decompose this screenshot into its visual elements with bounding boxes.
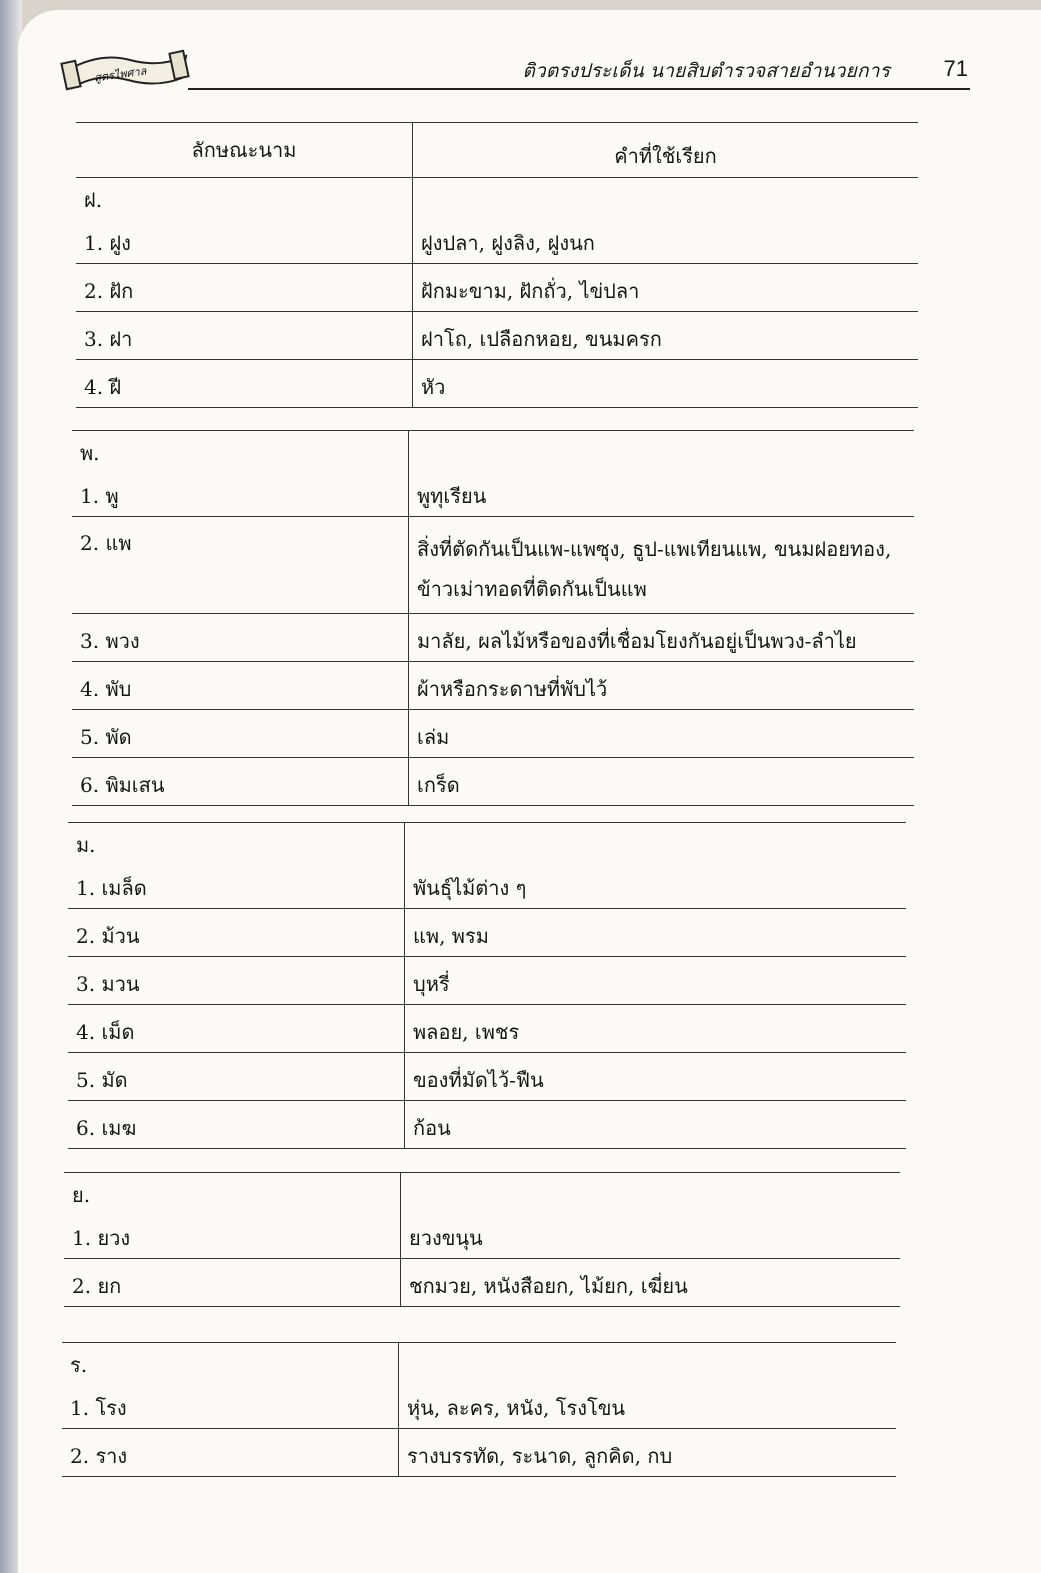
column-header-usage: คำที่ใช้เรียก bbox=[413, 123, 919, 178]
table-row bbox=[76, 216, 918, 264]
classifier-term: 5. พัด bbox=[72, 710, 409, 758]
table-section-mo bbox=[68, 822, 906, 1149]
table-row bbox=[68, 957, 906, 1005]
classifier-usage: หัว bbox=[413, 360, 919, 408]
group-letter: ย. bbox=[64, 1173, 401, 1212]
classifier-term: 6. เมฆ bbox=[68, 1101, 405, 1149]
classifier-term: 1. โรง bbox=[62, 1381, 399, 1429]
classifier-usage: แพ, พรม bbox=[405, 909, 907, 957]
group-header-row bbox=[62, 1343, 896, 1382]
table-row bbox=[72, 517, 914, 614]
classifier-table bbox=[76, 122, 918, 408]
table-row bbox=[72, 614, 914, 662]
table-row bbox=[68, 1101, 906, 1149]
group-header-row bbox=[68, 823, 906, 862]
classifier-usage: เกร็ด bbox=[409, 758, 915, 806]
classifier-table bbox=[72, 430, 914, 806]
classifier-table bbox=[68, 822, 906, 1149]
table-row bbox=[62, 1429, 896, 1477]
classifier-term: 2. ยก bbox=[64, 1259, 401, 1307]
classifier-term: 3. พวง bbox=[72, 614, 409, 662]
classifier-usage: มาลัย, ผลไม้หรือของที่เชื่อมโยงกันอยู่เป็นพวง-ลำไย bbox=[409, 614, 915, 662]
classifier-term: 4. ฝี bbox=[76, 360, 413, 408]
classifier-term: 4. พับ bbox=[72, 662, 409, 710]
classifier-usage: เล่ม bbox=[409, 710, 915, 758]
classifier-term: 2. แพ bbox=[72, 517, 409, 614]
group-letter: ร. bbox=[62, 1343, 399, 1382]
classifier-usage: ฝูงปลา, ฝูงลิง, ฝูงนก bbox=[413, 216, 919, 264]
table-row bbox=[76, 360, 918, 408]
classifier-table bbox=[62, 1342, 896, 1477]
table-row bbox=[68, 1053, 906, 1101]
table-row bbox=[76, 312, 918, 360]
classifier-usage: ก้อน bbox=[405, 1101, 907, 1149]
group-header-row bbox=[64, 1173, 900, 1212]
classifier-term: 5. มัด bbox=[68, 1053, 405, 1101]
table-row bbox=[72, 710, 914, 758]
classifier-usage: ของที่มัดไว้-ฟืน bbox=[405, 1053, 907, 1101]
group-header-row bbox=[72, 431, 914, 470]
table-row bbox=[72, 758, 914, 806]
svg-text:สูตรไพศาล: สูตรไพศาล bbox=[93, 64, 148, 85]
classifier-term: 3. มวน bbox=[68, 957, 405, 1005]
classifier-term: 6. พิมเสน bbox=[72, 758, 409, 806]
group-letter: พ. bbox=[72, 431, 409, 470]
classifier-term: 1. ยวง bbox=[64, 1211, 401, 1259]
classifier-term: 4. เม็ด bbox=[68, 1005, 405, 1053]
table-section-yo bbox=[64, 1172, 900, 1307]
classifier-table bbox=[64, 1172, 900, 1307]
table-row bbox=[68, 909, 906, 957]
page-number: 71 bbox=[943, 56, 968, 81]
classifier-usage: รางบรรทัด, ระนาด, ลูกคิด, กบ bbox=[399, 1429, 897, 1477]
classifier-usage: พูทุเรียน bbox=[409, 469, 915, 517]
classifier-term: 1. พู bbox=[72, 469, 409, 517]
table-row bbox=[68, 1005, 906, 1053]
classifier-usage: ชกมวย, หนังสือยก, ไม้ยก, เฆี่ยน bbox=[401, 1259, 901, 1307]
table-header-row bbox=[76, 123, 918, 178]
table-row bbox=[64, 1259, 900, 1307]
classifier-term: 2. ราง bbox=[62, 1429, 399, 1477]
table-row bbox=[64, 1211, 900, 1259]
classifier-usage: พลอย, เพชร bbox=[405, 1005, 907, 1053]
classifier-term: 1. เมล็ด bbox=[68, 861, 405, 909]
classifier-term: 2. ม้วน bbox=[68, 909, 405, 957]
classifier-term: 2. ฝัก bbox=[76, 264, 413, 312]
table-row bbox=[76, 264, 918, 312]
running-title: ติวตรงประเด็น นายสิบตำรวจสายอำนวยการ bbox=[522, 60, 890, 82]
group-letter: ม. bbox=[68, 823, 405, 862]
classifier-usage: สิ่งที่ตัดกันเป็นแพ-แพซุง, ธูป-แพเทียนแพ, ขนมฝอยทอง, ข้าวเม่าทอดที่ติดกันเป็นแพ bbox=[409, 517, 915, 614]
table-section-ro bbox=[62, 1342, 896, 1477]
classifier-usage: ฝักมะขาม, ฝักถั่ว, ไข่ปลา bbox=[413, 264, 919, 312]
classifier-usage: ฝาโถ, เปลือกหอย, ขนมครก bbox=[413, 312, 919, 360]
table-section-fo bbox=[76, 122, 918, 408]
classifier-usage: หุ่น, ละคร, หนัง, โรงโขน bbox=[399, 1381, 897, 1429]
group-header-row bbox=[76, 178, 918, 217]
classifier-usage: บุหรี่ bbox=[405, 957, 907, 1005]
table-row bbox=[68, 861, 906, 909]
table-row bbox=[72, 469, 914, 517]
table-row bbox=[72, 662, 914, 710]
classifier-usage: ยวงขนุน bbox=[401, 1211, 901, 1259]
classifier-usage: พันธุ์ไม้ต่าง ๆ bbox=[405, 861, 907, 909]
classifier-term: 3. ฝา bbox=[76, 312, 413, 360]
column-header-classifier: ลักษณะนาม bbox=[76, 123, 413, 178]
classifier-term: 1. ฝูง bbox=[76, 216, 413, 264]
table-row bbox=[62, 1381, 896, 1429]
table-section-pho bbox=[72, 430, 914, 806]
classifier-usage: ผ้าหรือกระดาษที่พับไว้ bbox=[409, 662, 915, 710]
group-letter: ฝ. bbox=[76, 178, 413, 217]
